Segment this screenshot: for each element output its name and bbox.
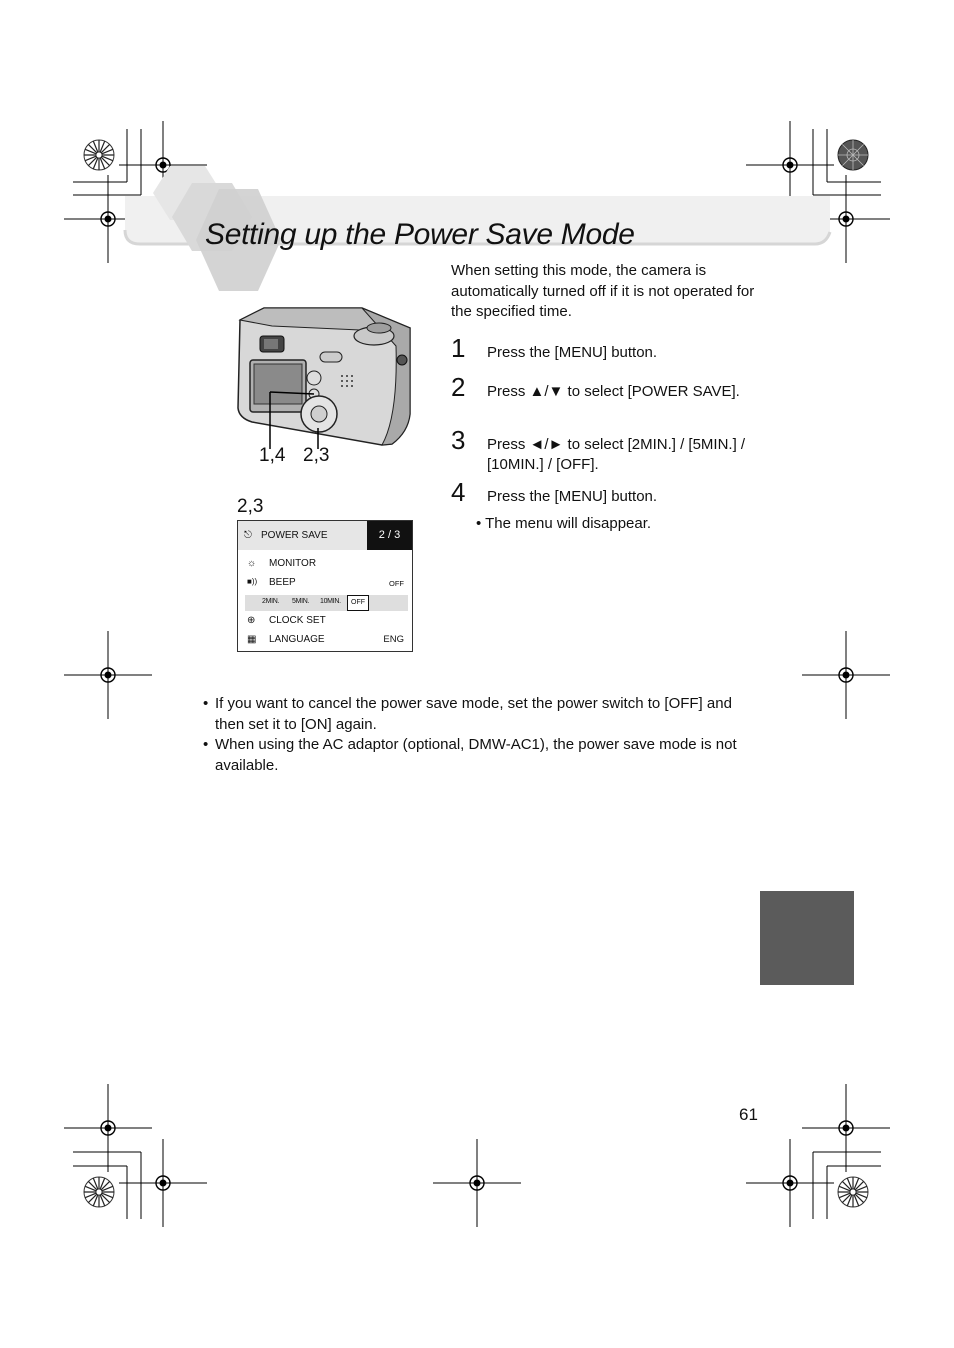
- power-save-icon: ⎋: [244, 530, 252, 541]
- page-title: Setting up the Power Save Mode: [205, 218, 635, 251]
- step-text: Press ◄/► to select [2MIN.] / [5MIN.] / [10MIN.] / [OFF].: [487, 436, 746, 473]
- language-icon: ▦: [247, 634, 257, 645]
- monitor-icon: ☼: [247, 558, 257, 569]
- step-text: Press ▲/▼ to select [POWER SAVE].: [487, 383, 740, 400]
- note-text: If you want to cancel the power save mode, set the power switch to [OFF] and then set it to [ON] again.: [215, 695, 732, 733]
- step-number: 1: [451, 333, 466, 363]
- step-text: Press the [MENU] button.: [487, 344, 658, 361]
- lcd-caption: 2,3: [237, 496, 264, 517]
- intro-text: When setting this mode, the camera is automatically turned off if it is not operated for the specified time.: [451, 262, 755, 320]
- step-4-note: • The menu will disappear.: [476, 515, 652, 532]
- notes-list: [203, 694, 763, 776]
- lcd-row-beep: BEEP: [269, 577, 296, 588]
- lcd-option-10min: 10MIN.: [320, 598, 341, 605]
- section-tab: [760, 891, 854, 985]
- lcd-page-indicator: 2 / 3: [367, 521, 412, 550]
- lcd-option-2min: 2MIN.: [262, 598, 280, 605]
- lcd-option-off: OFF: [347, 595, 369, 611]
- clock-icon: ⊕: [247, 615, 256, 626]
- note-item: • When using the AC adaptor (optional, DMW-AC1), the power save mode is not available.: [203, 736, 737, 774]
- step-number: 3: [451, 425, 466, 455]
- lcd-beep-value: OFF: [389, 579, 404, 588]
- step-number: 2: [451, 372, 466, 402]
- camera-illustration: [232, 304, 417, 449]
- note-text: When using the AC adaptor (optional, DMW-AC1), the power save mode is not available.: [215, 736, 737, 774]
- beep-icon: ■)): [247, 577, 258, 586]
- lcd-row-clock: CLOCK SET: [269, 615, 326, 626]
- lcd-option-5min: 5MIN.: [292, 598, 310, 605]
- step-number: 4: [451, 477, 466, 507]
- note-item: • If you want to cancel the power save mode, set the power switch to [OFF] and then set it to [ON] again.: [203, 695, 732, 733]
- page-number: 61: [739, 1105, 758, 1124]
- lcd-row-language: LANGUAGE: [269, 634, 325, 645]
- step-text: Press the [MENU] button.: [487, 488, 658, 505]
- lcd-menu-screen: [237, 520, 413, 652]
- callout-menu-button: 1,4: [259, 445, 286, 466]
- lcd-row-monitor: MONITOR: [269, 558, 317, 569]
- lcd-header-title: POWER SAVE: [261, 530, 328, 541]
- callout-cursor-buttons: 2,3: [303, 445, 330, 466]
- lcd-language-value: ENG: [383, 634, 404, 645]
